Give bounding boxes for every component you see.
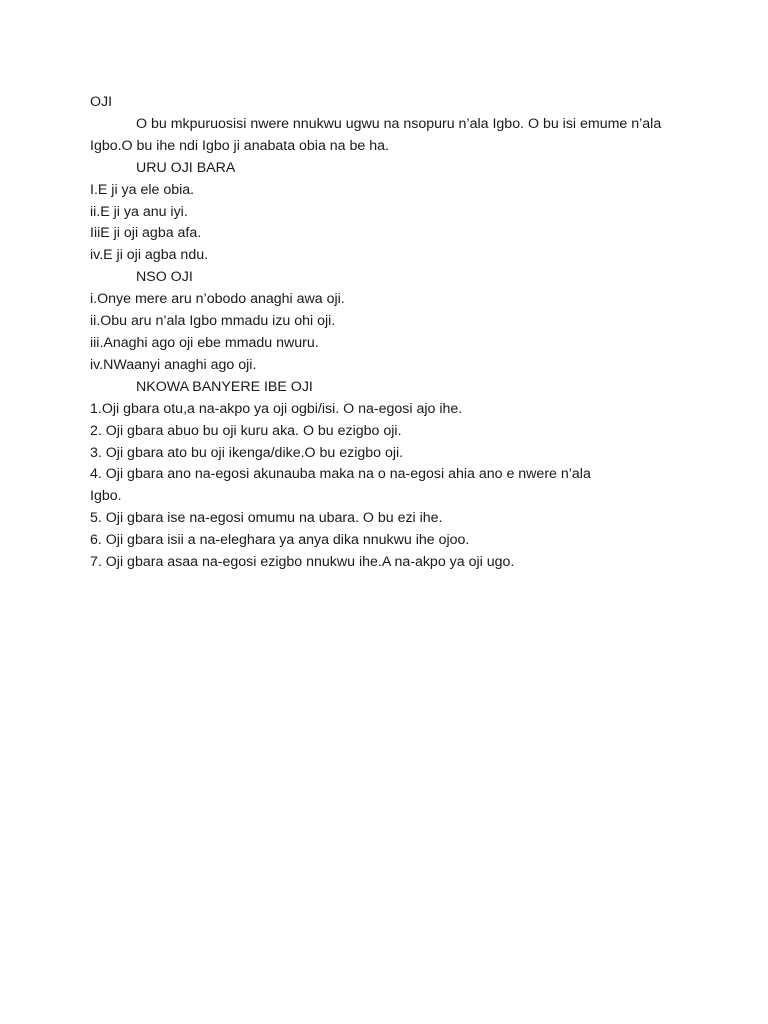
list-item: iv.NWaanyi anaghi ago oji. — [90, 356, 257, 373]
list-item: 5. Oji gbara ise na-egosi omumu na ubara. O bu ezi ihe. — [90, 510, 443, 527]
list-item: I.E ji ya ele obia. — [90, 181, 195, 198]
section-heading-nkowa: NKOWA BANYERE IBE OJI — [136, 378, 313, 395]
list-item: 7. Oji gbara asaa na-egosi ezigbo nnukwu ihe.A na-akpo ya oji ugo. — [90, 554, 515, 571]
list-item: IiiE ji oji agba afa. — [90, 225, 202, 242]
list-item: i.Onye mere aru n’obodo anaghi awa oji. — [90, 291, 345, 308]
list-item-continuation: Igbo. — [90, 488, 122, 505]
intro-paragraph: O bu mkpuruosisi nwere nnukwu ugwu na nsopuru n’ala Igbo. O bu isi emume n’ala Igbo.O bu ihe ndi Igbo ji anabata obia na be ha. — [90, 115, 662, 154]
list-item: 2. Oji gbara abuo bu oji kuru aka. O bu ezigbo oji. — [90, 422, 402, 439]
list-item: iv.E ji oji agba ndu. — [90, 247, 209, 264]
list-item: 3. Oji gbara ato bu oji ikenga/dike.O bu ezigbo oji. — [90, 444, 404, 461]
document-title: OJI — [90, 94, 113, 110]
document-page — [90, 92, 690, 574]
section-heading-nso: NSO OJI — [136, 269, 193, 286]
list-item: ii.Obu aru n’ala Igbo mmadu izu ohi oji. — [90, 313, 336, 330]
list-item: iii.Anaghi ago oji ebe mmadu nwuru. — [90, 334, 319, 351]
list-item: 4. Oji gbara ano na-egosi akunauba maka na o na-egosi ahia ano e nwere n’ala — [90, 466, 591, 483]
list-item: 1.Oji gbara otu,a na-akpo ya oji ogbi/isi. O na-egosi ajo ihe. — [90, 400, 463, 417]
list-item: 6. Oji gbara isii a na-eleghara ya anya dika nnukwu ihe ojoo. — [90, 532, 470, 549]
list-item: ii.E ji ya anu iyi. — [90, 203, 188, 220]
section-heading-uru: URU OJI BARA — [136, 159, 236, 176]
